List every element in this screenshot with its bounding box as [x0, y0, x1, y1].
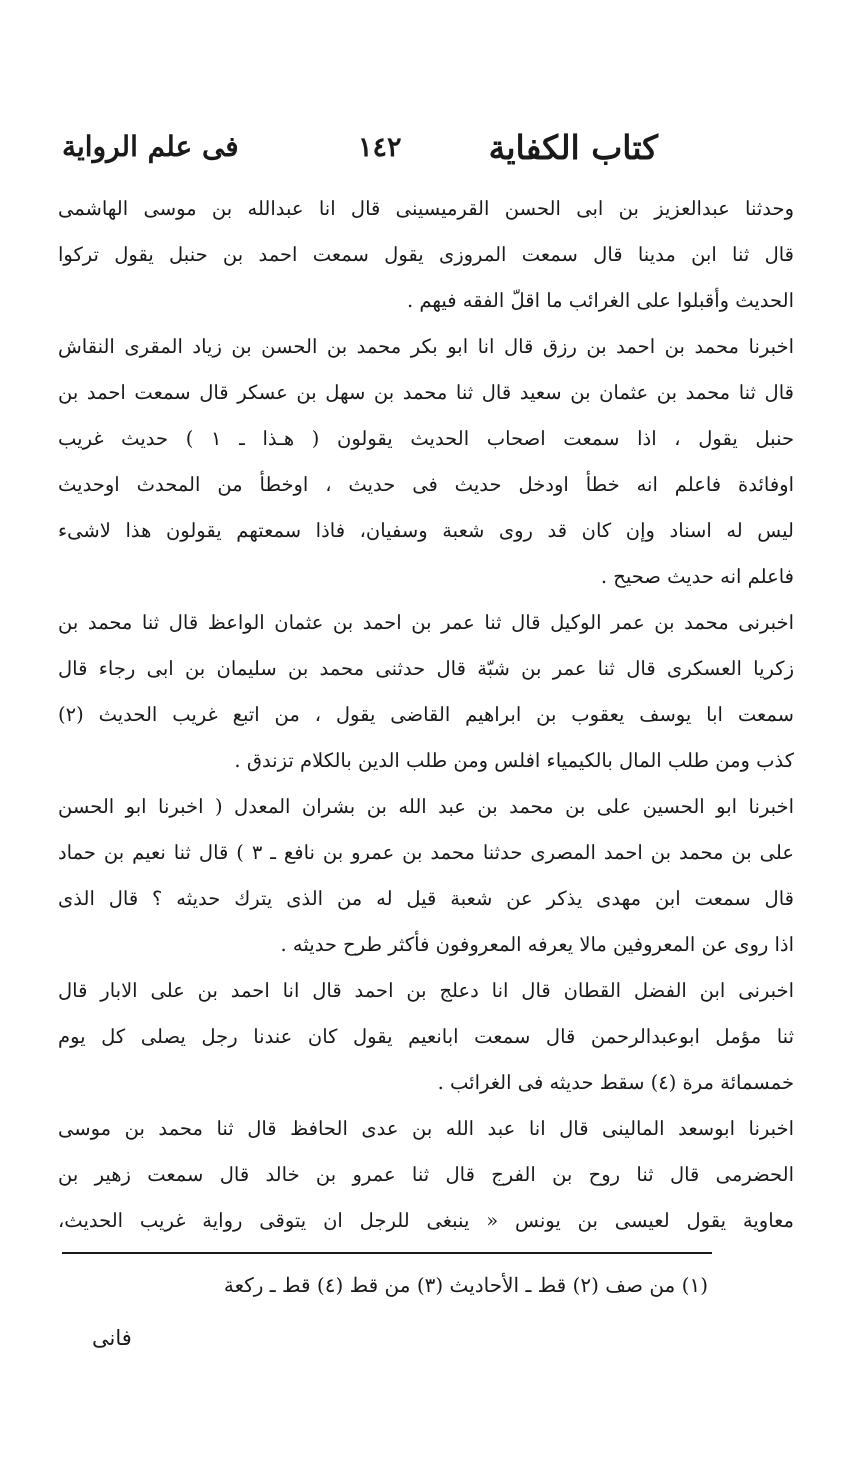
footnotes: (١) من صف (٢) قط ـ الأحاديث (٣) من قط (٤) قط ـ ركعة: [223, 1273, 708, 1297]
text-line: وحدثنا عبدالعزيز بن ابى الحسن القرميسينى قال انا عبدالله بن موسى الهاشمى: [58, 197, 794, 220]
catchword: فانى: [92, 1326, 132, 1350]
text-line: اخبرنى ابن الفضل القطان قال انا دعلج بن احمد قال انا احمد بن على الابار قال: [58, 979, 794, 1002]
text-line: على بن محمد بن احمد المصرى حدثنا محمد بن عمرو بن نافع ـ ٣ ) قال ثنا نعيم بن حماد: [58, 841, 794, 864]
text-line: اذا روى عن المعروفين مالا يعرفه المعروفون فأكثر طرح حديثه .: [280, 933, 794, 956]
running-header: [62, 128, 658, 178]
text-line: قال ثنا محمد بن عثمان بن سعيد قال ثنا محمد بن سهل بن عسكر قال سمعت احمد بن: [58, 381, 794, 404]
text-line: كذب ومن طلب المال بالكيمياء افلس ومن طلب الدين بالكلام تزندق .: [234, 749, 794, 772]
text-line: قال سمعت ابن مهدى يذكر عن شعبة قيل له من الذى يترك حديثه ؟ قال الذى: [58, 887, 794, 910]
text-line: ليس له اسناد وإن كان قد روى شعبة وسفيان، فاذا سمعتهم يقولون هذا لاشىء: [58, 519, 794, 542]
text-line: اخبرنا ابو الحسين على بن محمد بن عبد الله بن بشران المعدل ( اخبرنا ابو الحسن: [58, 795, 794, 818]
text-line: الحضرمى قال ثنا روح بن الفرج قال ثنا عمرو بن خالد قال سمعت زهير بن: [58, 1163, 794, 1186]
page-number: ١٤٢: [358, 132, 402, 163]
main-text: [58, 186, 794, 1244]
text-line: معاوية يقول لعيسى بن يونس « ينبغى للرجل ان يتوقى رواية غريب الحديث،: [58, 1209, 794, 1232]
text-line: زكريا العسكرى قال ثنا عمر بن شبّة قال حدثنى محمد بن سليمان بن ابى رجاء قال: [58, 657, 794, 680]
text-line: اخبرنا ابوسعد المالينى قال انا عبد الله بن عدى الحافظ قال ثنا محمد بن موسى: [58, 1117, 794, 1140]
text-line: ثنا مؤمل ابوعبدالرحمن قال سمعت ابانعيم يقول كان عندنا رجل يصلى كل يوم: [58, 1025, 794, 1048]
text-line: خمسمائة مرة (٤) سقط حديثه فى الغرائب .: [437, 1071, 794, 1094]
text-line: قال ثنا ابن مدينا قال سمعت المروزى يقول سمعت احمد بن حنبل يقول تركوا: [58, 243, 794, 266]
text-line: اوفائدة فاعلم انه خطأ اودخل حديث فى حديث ، اوخطأ من المحدث اوحديث: [58, 473, 794, 496]
text-line: اخبرنا محمد بن احمد بن رزق قال انا ابو بكر محمد بن الحسن بن زياد المقرى النقاش: [58, 335, 794, 358]
text-line: فاعلم انه حديث صحيح .: [600, 565, 794, 588]
book-title: كتاب الكفاية: [488, 128, 658, 167]
text-line: حنبل يقول ، اذا سمعت اصحاب الحديث يقولون ( هـذا ـ ١ ) حديث غريب: [58, 427, 794, 450]
book-subtitle: فى علم الرواية: [62, 130, 239, 163]
text-line: سمعت ابا يوسف يعقوب بن ابراهيم القاضى يقول ، من اتبع غريب الحديث (٢): [58, 703, 794, 726]
footnote-divider: [62, 1252, 712, 1254]
text-line: اخبرنى محمد بن عمر الوكيل قال ثنا عمر بن احمد بن عثمان الواعظ قال ثنا محمد بن: [58, 611, 794, 634]
text-line: الحديث وأقبلوا على الغرائب ما اقلّ الفقه فيهم .: [406, 289, 794, 312]
